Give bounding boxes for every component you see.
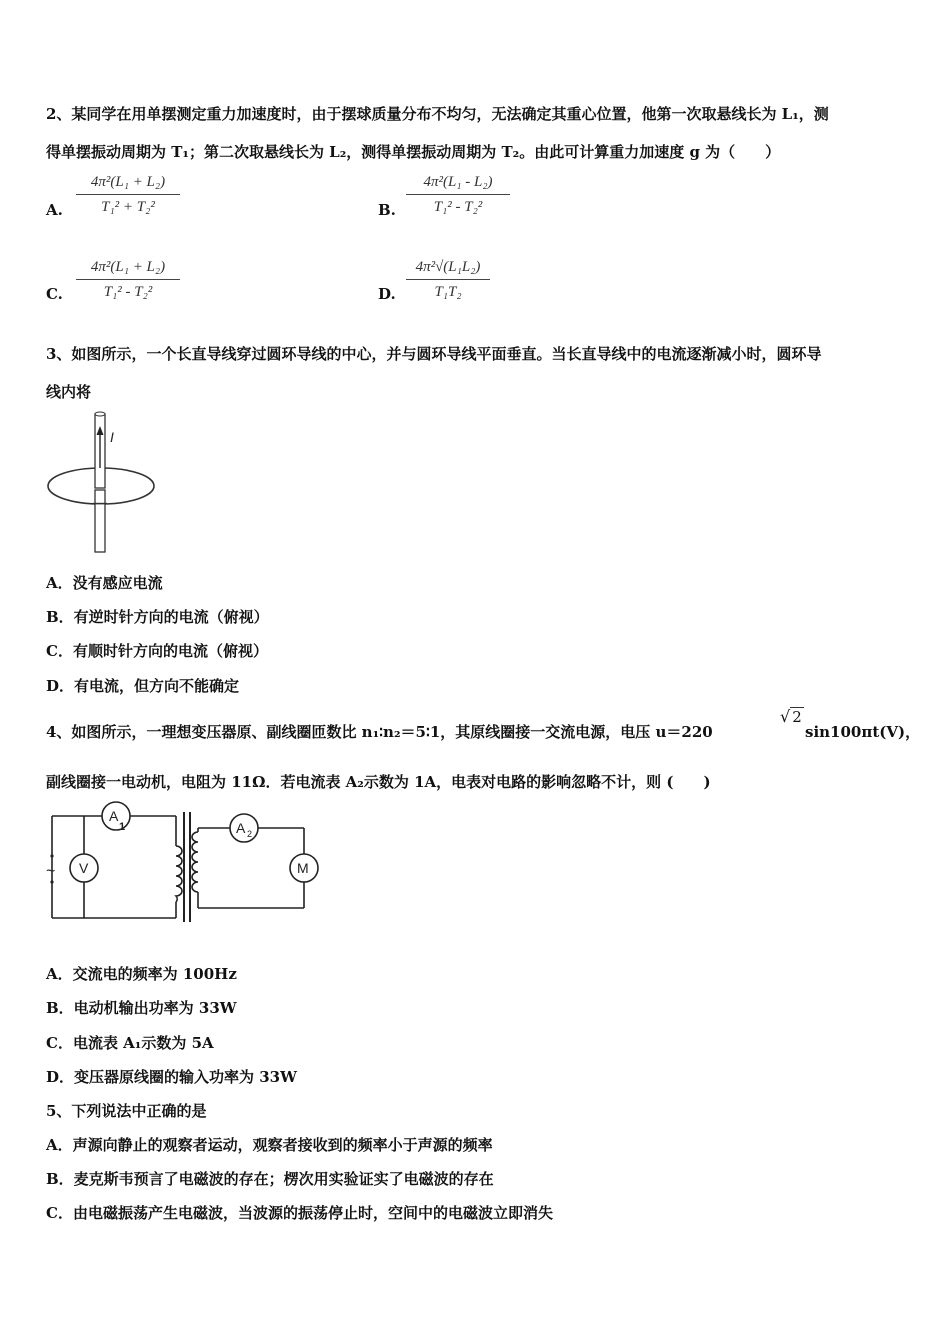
q4-option-a: A．交流电的频率为 100Hz: [46, 965, 237, 983]
q2-option-a-denominator: T₁² + T₂²: [101, 199, 155, 215]
q4-sqrt-symbol: √ 2: [780, 707, 802, 726]
q2-option-b-formula: [406, 172, 510, 217]
q4-transformer-circuit: [44, 798, 334, 928]
q5-option-c: C．由电磁振荡产生电磁波，当波源的振荡停止时，空间中的电磁波立即消失: [46, 1204, 553, 1222]
wire-lower: [95, 490, 105, 552]
q2-option-d-denominator: T₁T₂: [434, 284, 462, 300]
q2-option-a-formula: [76, 172, 180, 217]
q3-option-d: D．有电流，但方向不能确定: [46, 677, 240, 695]
q2-option-b-numerator: 4π²(L₁ - L₂): [423, 174, 493, 190]
q4-stem-line1: 4、如图所示，一理想变压器原、副线圈匝数比 n₁∶n₂＝5∶1，其原线圈接一交流电源，电压 u＝220: [46, 723, 713, 741]
q3-option-c: C．有顺时针方向的电流（俯视）: [46, 642, 268, 660]
q5-stem: 5、下列说法中正确的是: [46, 1102, 207, 1120]
q2-option-d-label: D.: [378, 285, 396, 303]
q4-sqrt-value: 2: [792, 708, 802, 726]
q3-wire-ring-figure: [46, 408, 161, 556]
q2-stem-line2: 得单摆振动周期为 T₁；第二次取悬线长为 L₂，测得单摆振动周期为 T₂。由此可计算重力加速度 g 为（ ）: [46, 143, 781, 161]
q2-option-c-denominator: T₁² - T₂²: [103, 284, 153, 300]
q5-option-a: A．声源向静止的观察者运动，观察者接收到的频率小于声源的频率: [46, 1136, 493, 1154]
q2-option-d-formula: [406, 257, 490, 302]
q5-option-b: B．麦克斯韦预言了电磁波的存在；楞次用实验证实了电磁波的存在: [46, 1170, 494, 1188]
motor-label: M: [297, 860, 309, 876]
q3-stem-line2: 线内将: [46, 383, 92, 401]
ac-source-icon: ~: [46, 863, 56, 880]
q2-stem-line1: 2、某同学在用单摆测定重力加速度时，由于摆球质量分布不均匀，无法确定其重心位置，他第一次取悬线长为 L₁，测: [46, 105, 829, 123]
q2-option-a-numerator: 4π²(L₁ + L₂): [90, 174, 166, 190]
q2-option-d-numerator: 4π²√(L₁L₂): [415, 259, 481, 275]
q2-option-c-formula: [76, 257, 180, 302]
current-label: I: [110, 429, 114, 445]
q3-stem-line1: 3、如图所示，一个长直导线穿过圆环导线的中心，并与圆环导线平面垂直。当长直导线中的电流逐渐减小时，圆环导: [46, 345, 822, 363]
ammeter-a1-sub: 1: [119, 821, 126, 833]
q4-option-d: D．变压器原线圈的输入功率为 33W: [46, 1068, 297, 1086]
q2-option-a-label: A.: [46, 201, 63, 219]
ammeter-a2-sub: 2: [247, 829, 253, 839]
q3-option-b: B．有逆时针方向的电流（俯视）: [46, 608, 269, 626]
q2-option-c-numerator: 4π²(L₁ + L₂): [90, 259, 166, 275]
ammeter-a1-label: A: [109, 808, 119, 824]
q4-option-b: B．电动机输出功率为 33W: [46, 999, 237, 1017]
q2-option-c-label: C.: [46, 285, 63, 303]
q4-stem-line1-tail: sin100πt(V)，: [805, 723, 921, 741]
q2-option-b-denominator: T₁² - T₂²: [433, 199, 483, 215]
ammeter-a2-label: A: [236, 820, 246, 836]
q2-option-b-label: B.: [378, 201, 396, 219]
q4-stem-line2: 副线圈接一电动机，电阻为 11Ω．若电流表 A₂示数为 1A，电表对电路的影响忽略不计，则 ( ): [46, 773, 711, 791]
q3-option-a: A．没有感应电流: [46, 574, 163, 592]
q4-option-c: C．电流表 A₁示数为 5A: [46, 1034, 214, 1052]
voltmeter-label: V: [79, 860, 89, 876]
